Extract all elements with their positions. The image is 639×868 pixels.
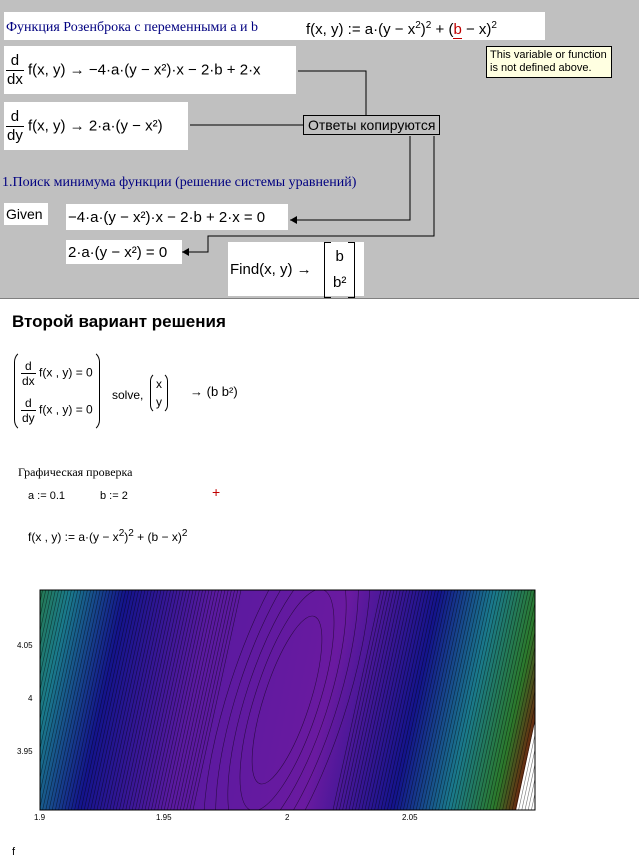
derivative-y-region[interactable]: $\frac{d}{dy}$ f(x, y) → 2·a·(y − x²) [4, 102, 188, 150]
y-tick: 4 [28, 694, 33, 703]
contour-line [554, 590, 602, 810]
graphic-check-heading: Графическая проверка [18, 465, 133, 479]
derivative-x-expression: f(x, y) → −4·a·(y − x²)·x − 2·b + 2·x [28, 61, 261, 79]
contour-line [544, 590, 592, 810]
x-tick: 1.95 [156, 813, 172, 822]
x-tick: 2.05 [402, 813, 418, 822]
contour-plot[interactable] [0, 580, 639, 840]
contour-line [547, 590, 595, 810]
contour-line [541, 590, 589, 810]
insertion-cursor: + [212, 484, 221, 500]
a-definition[interactable]: a := 0.1 [28, 490, 66, 502]
y-tick: 4.05 [17, 641, 33, 650]
undefined-tooltip: This variable or function is not defined above. [486, 46, 612, 78]
plot-label: f [12, 846, 16, 858]
given-keyword[interactable]: Given [4, 203, 48, 225]
contour-line [551, 590, 599, 810]
x-tick: 1.9 [34, 813, 46, 822]
find-result-matrix: b b² [324, 242, 355, 298]
solve-result: → (b b²) [190, 384, 238, 399]
contour-line [535, 590, 583, 810]
contour-line [531, 590, 579, 810]
contour-line [0, 590, 27, 810]
contour-line [0, 590, 39, 810]
equation-2[interactable]: 2·a·(y − x²) = 0 [66, 240, 182, 264]
solve-block[interactable]: $\frac{d}{dx}$ f(x , y) = 0 $\frac{d}{dy}$ f(x , y) = 0 solve, x y → (b b²) [14, 350, 100, 432]
second-variant-heading: Второй вариант решения [12, 312, 226, 331]
f-definition-2[interactable]: f(x , y) := $a\cdot(y - x^2)^2 + (b - x)^2$ [28, 528, 188, 544]
f-definition[interactable]: f(x, y) := $a\cdot(y - x^2)^2 + (b - x)^2$ [306, 20, 497, 38]
contour-line [0, 590, 46, 810]
x-tick: 2 [285, 813, 290, 822]
undefined-variable-b: b [453, 21, 462, 38]
derivative-x-region[interactable]: $\frac{d}{dx}$ f(x, y) → −4·a·(y − x²)·x − 2·b + 2·x [4, 46, 296, 94]
contour-line [0, 590, 20, 810]
title-text: Функция Розенброка с переменными a и b [6, 20, 259, 35]
equation-1[interactable]: −4·a·(y − x²)·x − 2·b + 2·x = 0 [66, 204, 288, 230]
b-definition[interactable]: b := 2 [100, 490, 128, 502]
contour-line [0, 590, 23, 810]
contour-line [0, 590, 43, 810]
section-heading-1: 1.Поиск минимума функции (решение системы уравнений) [2, 175, 357, 190]
callout-answers-copied: Ответы копируются [303, 115, 440, 135]
find-expression[interactable]: Find(x, y) → b b² [228, 242, 364, 296]
contour-line [538, 590, 586, 810]
contour-line [0, 590, 33, 810]
derivative-y-expression: f(x, y) → 2·a·(y − x²) [28, 117, 163, 135]
y-tick: 3.95 [17, 747, 33, 756]
